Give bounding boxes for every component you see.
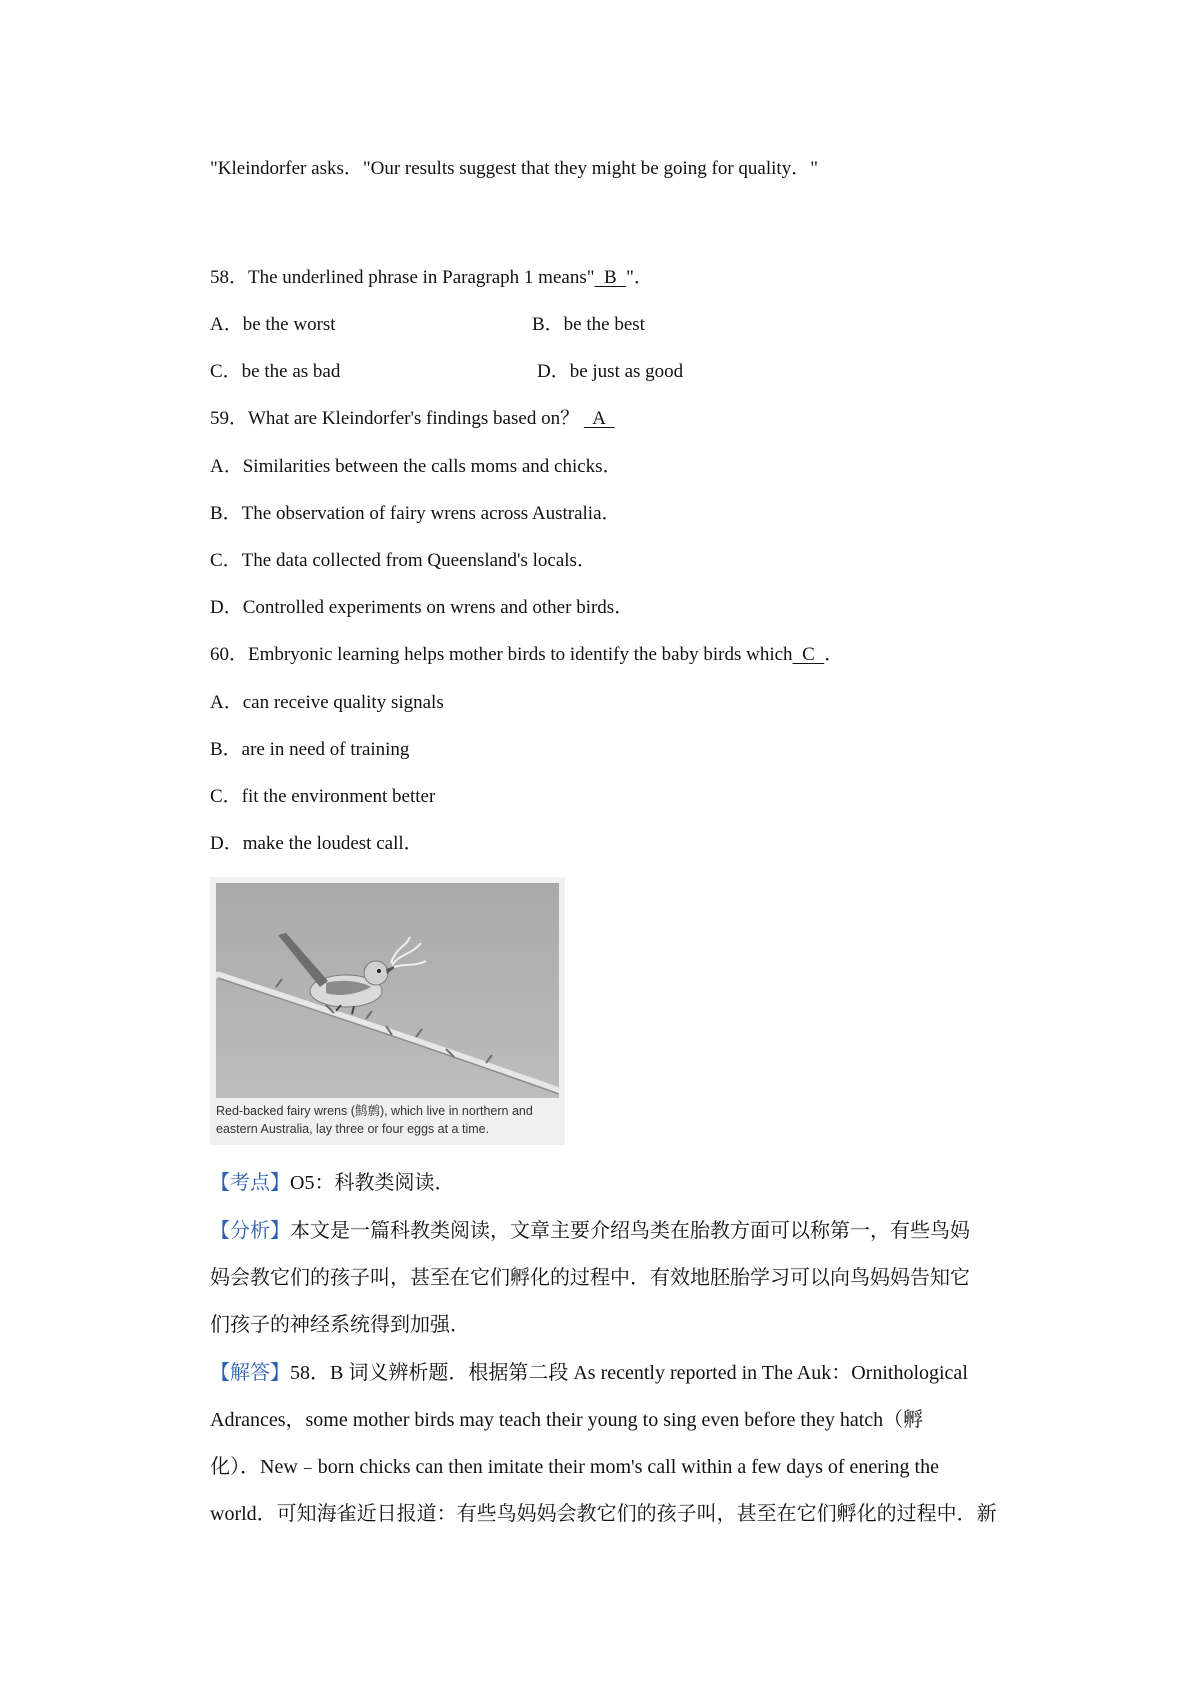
answer-blank: A: [592, 408, 605, 429]
jieda-line-1: 【解答】58．B 词义辨析题．根据第二段 As recently reported in The Auk：Ornithological: [210, 1362, 968, 1384]
question-58-stem: 58．The underlined phrase in Paragraph 1 means" B "．: [210, 265, 653, 291]
option-c: C．The data collected from Queensland's locals．: [210, 550, 596, 571]
fenxi-line-3: 们孩子的神经系统得到加强．: [210, 1314, 470, 1336]
option-a: A．Similarities between the calls moms and chicks．: [210, 456, 622, 477]
answer-blank: B: [603, 267, 617, 288]
jieda-line-3: 化）．New﹣born chicks can then imitate their mom's call within a few days of enering the: [210, 1456, 939, 1478]
kaodian-tag: 【考点】: [210, 1172, 290, 1194]
fairy-wren-photo: [216, 883, 559, 1098]
question-60-stem: 60．Embryonic learning helps mother birds to identify the baby birds which C ．: [210, 642, 843, 668]
jieda-line-4: world．可知海雀近日报道：有些鸟妈妈会教它们的孩子叫，甚至在它们孵化的过程中．新: [210, 1503, 997, 1525]
option-b: B．be the best: [532, 314, 645, 335]
option-d: D．make the loudest call．: [210, 833, 423, 854]
quote-line: "Kleindorfer asks．"Our results suggest that they might be going for quality．": [210, 158, 818, 179]
figure-caption: Red-backed fairy wrens (鹪鹩), which live in northern and eastern Australia, lay three or four eggs at a time.: [216, 1104, 533, 1136]
kaodian-text: O5：科教类阅读．: [290, 1172, 455, 1194]
bird-photo-figure: [210, 877, 565, 1145]
jieda-tag: 【解答】: [210, 1362, 290, 1384]
option-d: D．be just as good: [537, 361, 684, 382]
option-b: B．The observation of fairy wrens across Australia．: [210, 503, 621, 524]
question-58-options-row1: [210, 312, 645, 338]
question-stem-text: 60．Embryonic learning helps mother birds to identify the baby birds which: [210, 644, 793, 665]
question-59-stem: [210, 406, 614, 432]
option-b: B．are in need of training: [210, 739, 410, 760]
question-stem-text: 59．What are Kleindorfer's findings based on？: [210, 408, 580, 429]
question-58-options-row2: [210, 359, 684, 385]
option-a: A．can receive quality signals: [210, 692, 444, 713]
question-stem-text: 58．The underlined phrase in Paragraph 1 means": [210, 267, 595, 288]
jieda-line-2: Adrances，some mother birds may teach their young to sing even before they hatch（孵: [210, 1409, 924, 1431]
option-a: A．be the worst: [210, 314, 336, 335]
answer-blank: C: [802, 644, 815, 665]
fenxi-tag: 【分析】: [210, 1220, 290, 1242]
fenxi-line-1: 【分析】本文是一篇科教类阅读，文章主要介绍鸟类在胎教方面可以称第一，有些鸟妈: [210, 1220, 970, 1242]
option-d: D．Controlled experiments on wrens and other birds．: [210, 597, 634, 618]
fenxi-line-2: 妈会教它们的孩子叫，甚至在它们孵化的过程中．有效地胚胎学习可以向鸟妈妈告知它: [210, 1267, 970, 1289]
option-c: C．fit the environment better: [210, 786, 436, 807]
option-c: C．be the as bad: [210, 361, 341, 382]
kaodian-line: [210, 1170, 454, 1196]
